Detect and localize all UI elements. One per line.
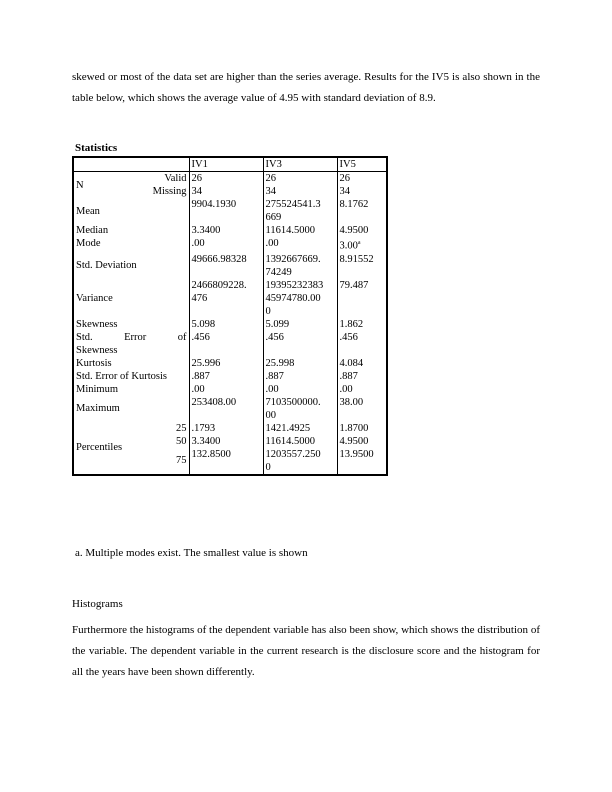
row-label-minimum: Minimum — [76, 383, 119, 395]
column-header: IV1 — [189, 157, 263, 172]
table-row — [73, 383, 387, 396]
cell-line: 00 — [265, 409, 276, 421]
histograms-heading: Histograms — [72, 598, 123, 610]
cell-line: 2466809228. — [191, 279, 247, 291]
table-cell: 25.996 — [189, 357, 263, 370]
table-cell: .00 — [263, 383, 337, 396]
cell-line: 1392667669. — [265, 253, 321, 265]
table-cell: .1793 — [189, 422, 263, 435]
table-cell: 26 — [263, 172, 337, 186]
table-cell: 49666.98328 — [189, 253, 263, 279]
row-label-mode: Mode — [76, 238, 101, 249]
cell-line: 476 — [191, 292, 208, 304]
table-cell: 3.3400 — [189, 224, 263, 237]
cell-line: 275524541.3 — [265, 199, 321, 210]
table-cell: .00 — [337, 383, 387, 396]
table-row — [73, 172, 387, 186]
row-label-percentiles: Percentiles — [76, 442, 123, 453]
table-row — [73, 318, 387, 331]
column-header: IV3 — [263, 157, 337, 172]
cell-line: 19395232383 — [265, 279, 324, 291]
table-cell: 34 — [189, 185, 263, 198]
table-row — [73, 396, 387, 422]
histograms-paragraph: Furthermore the histograms of the dependent variable has also been show, which shows the distribution of the variable. The dependent variable in the current research is the disclosure score and the histogram for all the years have been shown differently. — [72, 624, 540, 678]
table-cell: .887 — [337, 370, 387, 383]
table-row — [73, 253, 387, 279]
row-label-p50: 50 — [176, 435, 187, 447]
table-cell: 79.487 — [337, 279, 387, 318]
row-label-valid: Valid — [164, 173, 187, 184]
footnote-marker: a — [357, 240, 361, 246]
cell-line: 45974780.00 — [265, 292, 321, 304]
table-cell — [263, 253, 337, 279]
label-word: Std. — [76, 331, 93, 343]
table-cell: 3.3400 — [189, 435, 263, 448]
table-cell — [189, 279, 263, 318]
table-cell: 4.084 — [337, 357, 387, 370]
row-label-median: Median — [76, 225, 109, 236]
row-label-p75: 75 — [176, 455, 187, 466]
table-row — [73, 331, 387, 357]
row-label-n: N — [76, 179, 84, 191]
table-row — [73, 422, 387, 435]
table-cell: 34 — [263, 185, 337, 198]
row-label-variance: Variance — [76, 292, 113, 304]
column-header: IV5 — [337, 157, 387, 172]
row-label-mean: Mean — [76, 205, 100, 217]
table-row — [73, 357, 387, 370]
table-cell — [263, 279, 337, 318]
cell-line: 669 — [265, 212, 282, 223]
table-footnote: a. Multiple modes exist. The smallest value is shown — [75, 547, 308, 559]
table-cell: .887 — [189, 370, 263, 383]
table-cell: 4.9500 — [337, 435, 387, 448]
table-title: Statistics — [75, 142, 118, 154]
table-cell: 4.9500 — [337, 224, 387, 237]
cell-line: 0 — [265, 461, 271, 473]
table-cell: 8.91552 — [337, 253, 387, 279]
label-word: Skewness — [76, 344, 118, 356]
table-cell: 1421.4925 — [263, 422, 337, 435]
cell-line: 74249 — [265, 266, 292, 278]
row-label-std-deviation: Std. Deviation — [76, 260, 137, 271]
table-cell: 25.998 — [263, 357, 337, 370]
row-label-skewness: Skewness — [76, 318, 118, 330]
table-cell: 26 — [337, 172, 387, 186]
table-row — [73, 279, 387, 318]
table-cell: 5.099 — [263, 318, 337, 331]
row-label-p25: 25 — [176, 422, 187, 434]
table-cell: .456 — [263, 331, 337, 357]
row-label-std-error-kurtosis: Std. Error of Kurtosis — [76, 370, 167, 382]
table-cell: .00 — [263, 237, 337, 253]
cell-line: 1203557.250 — [265, 448, 321, 460]
label-word: of — [177, 331, 187, 343]
table-cell: 1.862 — [337, 318, 387, 331]
table-cell: .456 — [189, 331, 263, 357]
row-label-missing: Missing — [152, 186, 187, 197]
table-row — [73, 198, 387, 224]
table-cell — [263, 448, 337, 475]
table-cell: 13.9500 — [337, 448, 387, 475]
intro-paragraph: skewed or most of the data set are higher than the series average. Results for the IV5 is also shown in the table below, which shows the average value of 4.95 with standard deviation of 8.9. — [72, 71, 540, 104]
row-label-maximum: Maximum — [76, 403, 120, 414]
table-cell: 9904.1930 — [189, 198, 263, 224]
table-cell: .887 — [263, 370, 337, 383]
table-cell: 11614.5000 — [263, 224, 337, 237]
table-cell: 34 — [337, 185, 387, 198]
table-row — [73, 237, 387, 253]
table-cell: .00 — [189, 237, 263, 253]
table-cell: 253408.00 — [189, 396, 263, 422]
table-cell: .00 — [189, 383, 263, 396]
statistics-table — [72, 156, 388, 476]
table-cell: 38.00 — [337, 396, 387, 422]
row-label-std-error-skewness — [73, 331, 189, 357]
table-cell: .456 — [337, 331, 387, 357]
table-cell: 132.8500 — [189, 448, 263, 475]
table-cell: 5.098 — [189, 318, 263, 331]
row-label-kurtosis: Kurtosis — [76, 357, 112, 369]
table-cell: 11614.5000 — [263, 435, 337, 448]
table-cell — [263, 198, 337, 224]
cell-line: 0 — [265, 305, 271, 317]
label-word: Error — [124, 331, 147, 343]
table-cell: 26 — [189, 172, 263, 186]
table-cell — [263, 396, 337, 422]
cell-line: 7103500000. — [265, 396, 321, 408]
table-row — [73, 370, 387, 383]
cell-value: 3.00 — [339, 240, 358, 252]
table-cell: 1.8700 — [337, 422, 387, 435]
table-cell: 8.1762 — [337, 198, 387, 224]
table-row — [73, 224, 387, 237]
table-cell — [337, 237, 387, 253]
table-header-row — [73, 157, 387, 172]
